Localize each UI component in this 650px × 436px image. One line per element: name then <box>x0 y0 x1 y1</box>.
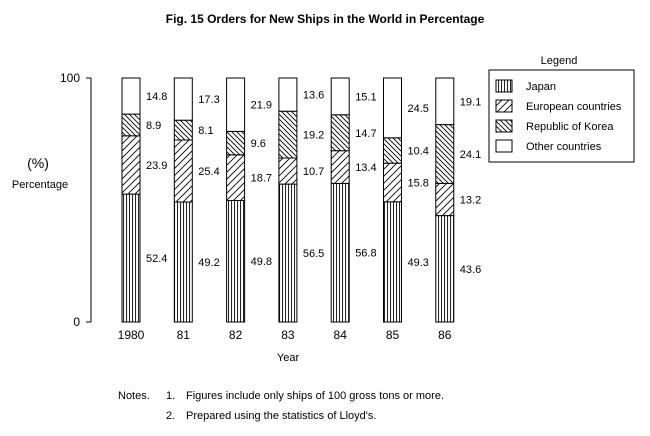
bar-segment-japan <box>384 202 402 322</box>
bar-segment-japan <box>436 216 454 322</box>
bar-segment-japan <box>122 194 140 322</box>
legend-label: Japan <box>526 81 556 93</box>
note-row-2 <box>118 406 444 426</box>
x-tick-label: 84 <box>333 328 347 342</box>
data-label: 52.4 <box>146 253 168 266</box>
x-tick-label: 83 <box>281 328 295 342</box>
bar-segment-japan <box>279 184 297 322</box>
bar-segment-japan <box>331 183 349 322</box>
data-label: 8.9 <box>146 120 162 132</box>
data-label: 49.2 <box>198 257 220 269</box>
bar-segment-european-countries <box>174 140 192 202</box>
data-label: 13.6 <box>302 89 325 102</box>
y-tick-label-100: 100 <box>59 71 80 85</box>
bar-segment-republic-of-korea <box>436 125 454 184</box>
data-label: 24.1 <box>459 149 482 161</box>
bar-segment-european-countries <box>331 151 349 184</box>
data-label: 14.8 <box>146 91 168 104</box>
bar-segment-other-countries <box>227 78 245 131</box>
data-label: 13.4 <box>355 162 377 175</box>
note-text: Figures include only ships of 100 gross tons or more. <box>186 390 445 402</box>
x-tick-label: 82 <box>228 328 243 342</box>
bar-segment-european-countries <box>436 183 454 215</box>
bar-segment-other-countries <box>384 78 402 138</box>
data-label: 24.5 <box>407 102 429 115</box>
bar-segment-european-countries <box>227 155 245 201</box>
x-tick-label: 1980 <box>117 328 145 342</box>
data-label: 49.3 <box>407 256 429 269</box>
data-label: 13.2 <box>459 194 482 207</box>
bar-segment-european-countries <box>384 163 402 202</box>
data-label: 14.7 <box>355 127 377 140</box>
note-text: Prepared using the statistics of Lloyd's. <box>186 410 377 422</box>
legend-swatch <box>496 100 512 112</box>
x-tick-label: 81 <box>176 328 190 342</box>
bar-segment-other-countries <box>279 78 297 111</box>
note-row-1 <box>118 386 444 406</box>
legend-label: Republic of Korea <box>526 121 614 133</box>
data-label: 15.1 <box>355 91 377 104</box>
bar-segment-republic-of-korea <box>227 131 245 154</box>
legend-title: Legend <box>540 55 578 67</box>
bar-segment-european-countries <box>279 158 297 184</box>
bar-segment-other-countries <box>174 78 192 120</box>
bar-segment-republic-of-korea <box>279 111 297 158</box>
data-label: 19.2 <box>302 129 325 142</box>
bar-segment-republic-of-korea <box>174 120 192 140</box>
data-label: 19.1 <box>459 96 482 109</box>
data-label: 18.7 <box>250 172 273 185</box>
y-axis-unit: (%) <box>27 155 49 171</box>
data-label: 9.6 <box>250 138 266 151</box>
x-tick-label: 86 <box>438 328 452 342</box>
data-label: 8.1 <box>198 125 214 138</box>
bar-segment-japan <box>174 202 192 322</box>
chart-title: Fig. 15 Orders for New Ships in the World in Percentage <box>165 12 485 26</box>
notes <box>118 386 444 426</box>
bars-group <box>118 78 482 342</box>
data-label: 17.3 <box>198 94 220 107</box>
data-label: 10.7 <box>302 166 325 179</box>
data-label: 25.4 <box>198 166 220 178</box>
data-label: 10.4 <box>407 145 429 158</box>
data-label: 49.8 <box>250 256 273 269</box>
legend-label: Other countries <box>526 141 602 153</box>
y-tick-label-0: 0 <box>73 315 80 329</box>
y-axis-label: Percentage <box>11 179 69 191</box>
note-number: 2. <box>166 410 176 422</box>
data-label: 56.5 <box>302 248 325 261</box>
bar-segment-european-countries <box>122 136 140 194</box>
notes-label: Notes. <box>118 390 150 402</box>
legend-swatch <box>496 140 512 152</box>
data-label: 23.9 <box>146 160 168 172</box>
bar-segment-other-countries <box>331 78 349 115</box>
legend-swatch <box>496 120 512 132</box>
bar-segment-other-countries <box>436 78 454 125</box>
bar-segment-other-countries <box>122 78 140 114</box>
legend-label: European countries <box>526 101 622 113</box>
bar-segment-republic-of-korea <box>331 115 349 151</box>
bar-segment-republic-of-korea <box>122 114 140 136</box>
bar-segment-japan <box>227 201 245 323</box>
bar-segment-republic-of-korea <box>384 138 402 163</box>
x-tick-label: 85 <box>385 328 400 342</box>
legend-swatch <box>496 80 512 92</box>
data-label: 43.6 <box>459 263 482 276</box>
x-axis-label: Year <box>276 352 300 364</box>
data-label: 21.9 <box>250 99 273 112</box>
data-label: 56.8 <box>355 247 377 260</box>
note-number: 1. <box>166 390 176 402</box>
data-label: 15.8 <box>407 177 429 190</box>
